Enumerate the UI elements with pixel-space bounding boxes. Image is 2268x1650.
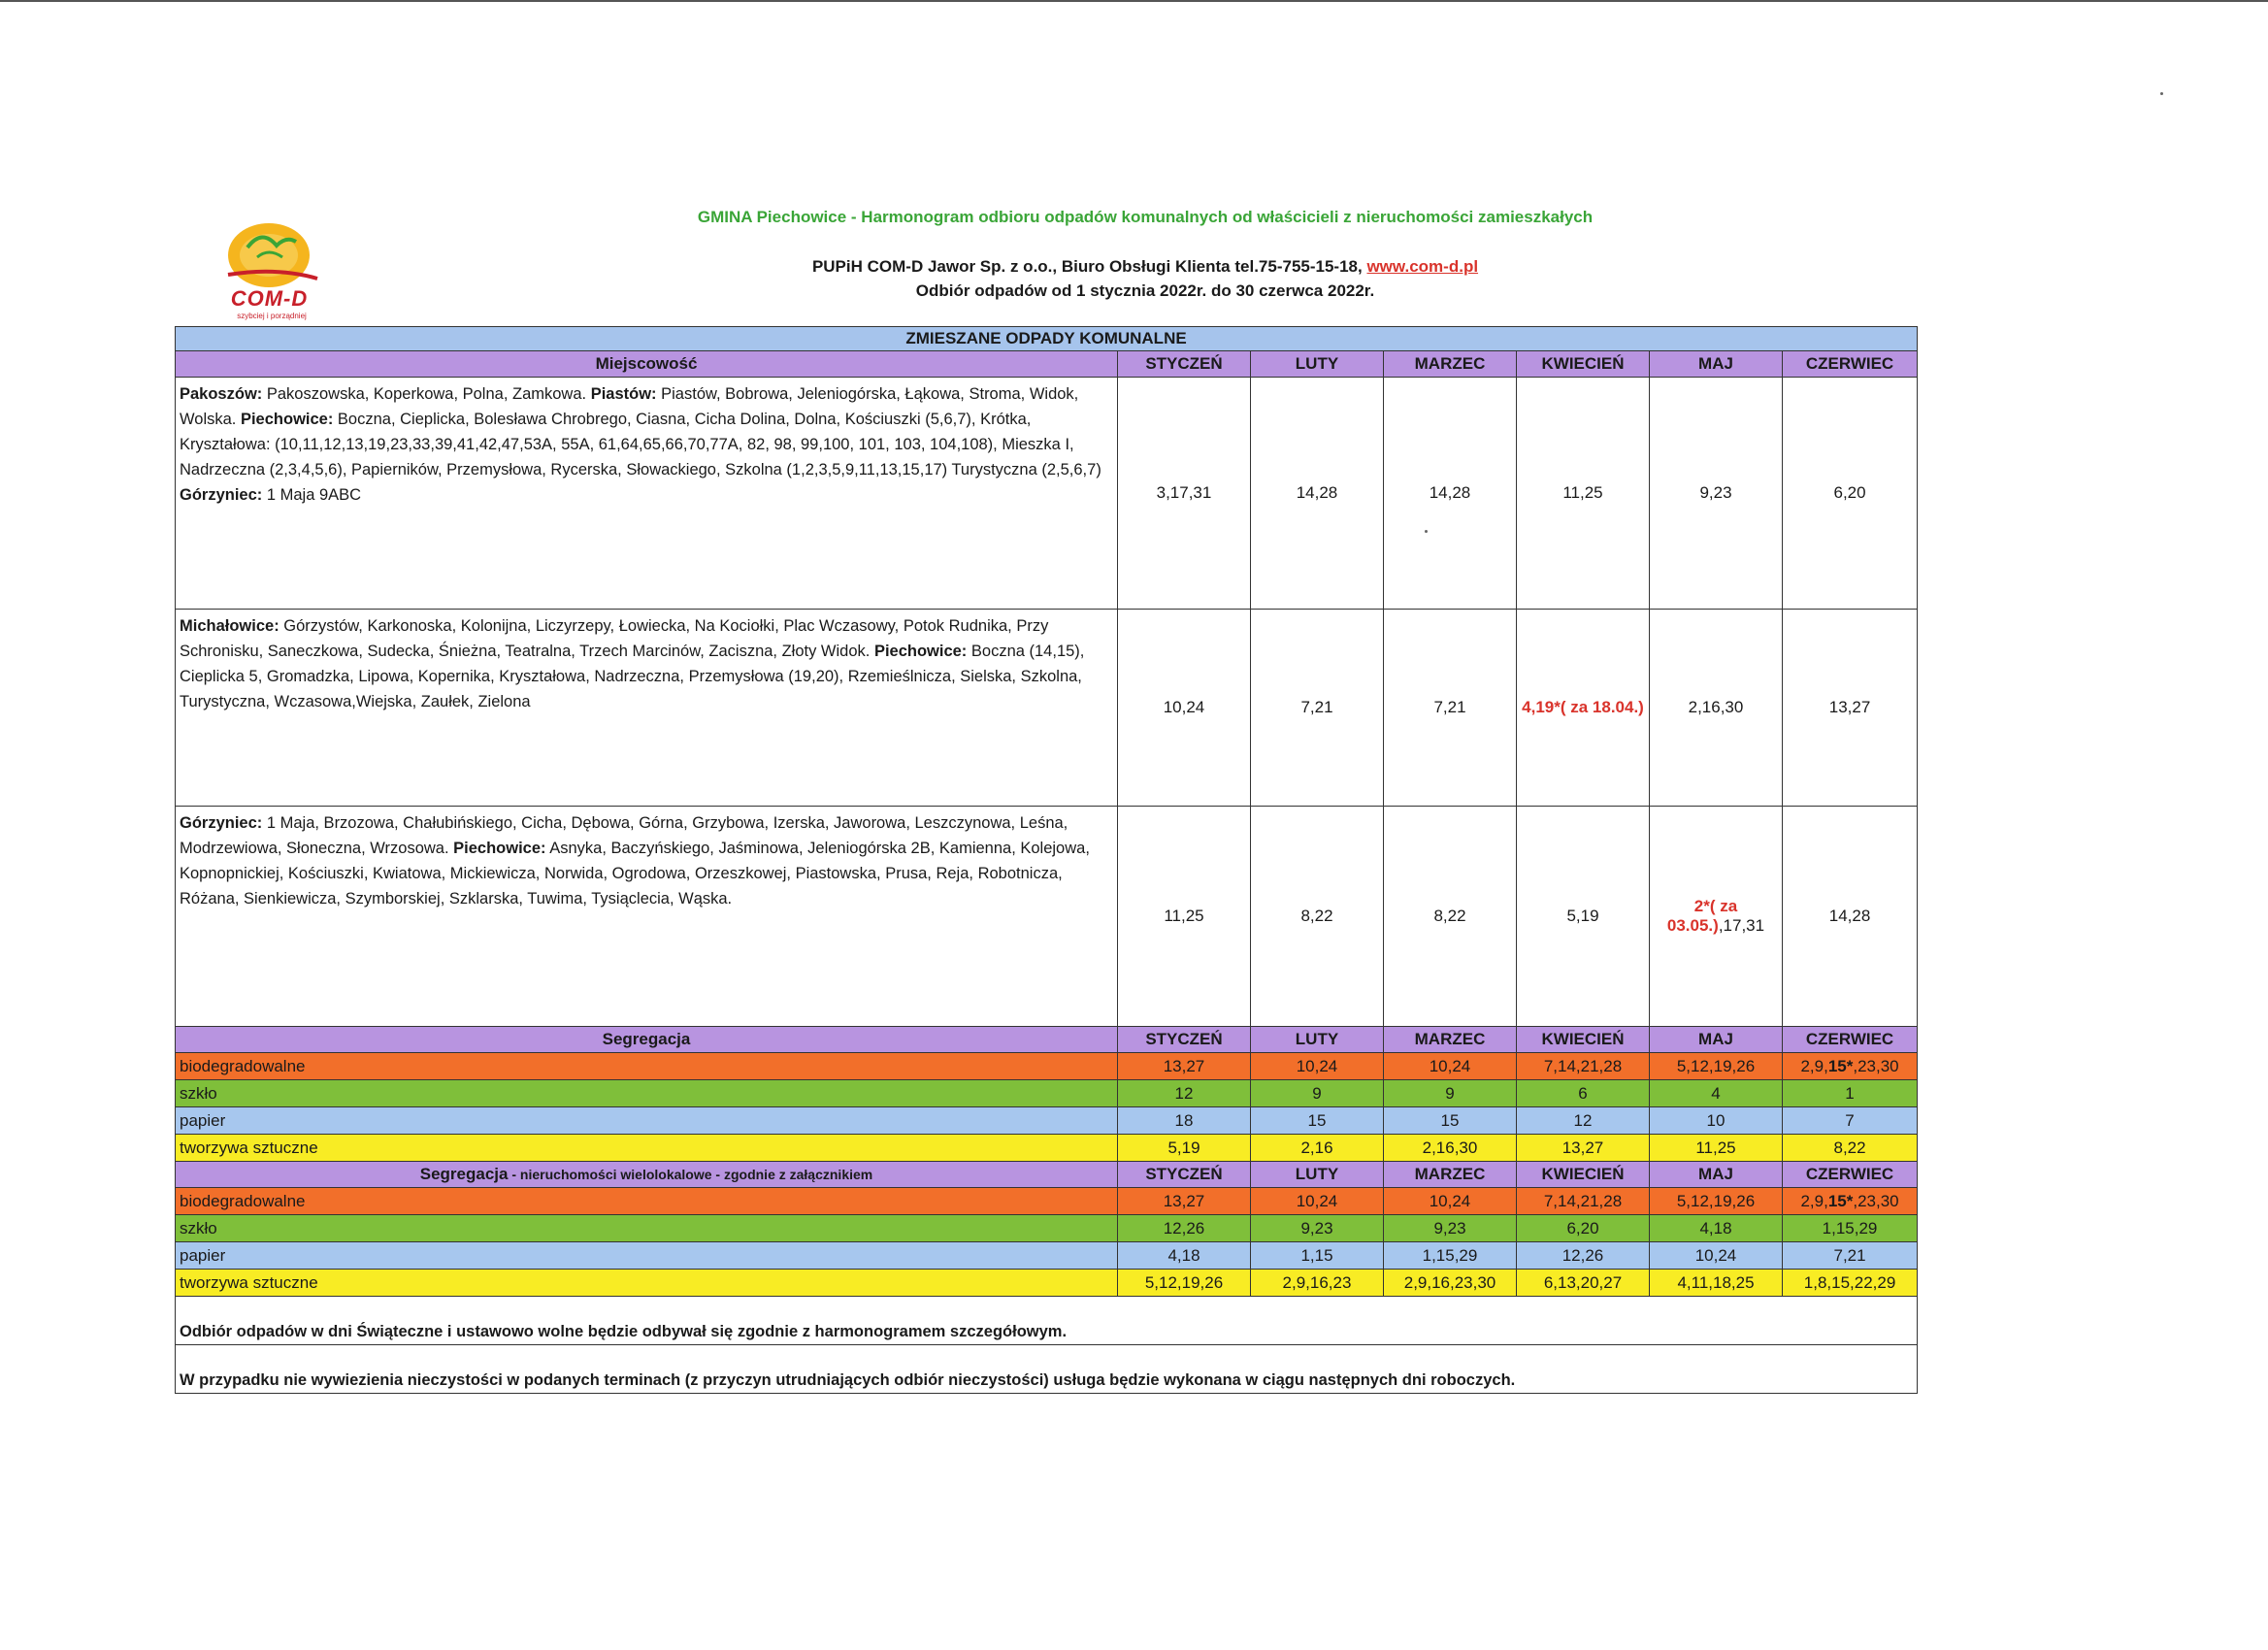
month-header: LUTY [1251, 351, 1384, 378]
note-text: Odbiór odpadów w dni Świąteczne i ustawowo wolne będzie odbywał się zgodnie z harmonogramem szczegółowym. [176, 1297, 1918, 1345]
fraction-dates [1251, 1107, 1384, 1135]
month-header: CZERWIEC [1783, 351, 1918, 378]
locality-streets [176, 807, 1118, 1027]
fraction-dates [1118, 1270, 1251, 1297]
date-text: 5,12,19,26 [1144, 1272, 1224, 1292]
segregation-header-row-label [176, 1027, 1118, 1053]
locality-streets [176, 610, 1118, 807]
date-text: 11,25 [1695, 1138, 1736, 1157]
fraction-label: tworzywa sztuczne [176, 1270, 1118, 1297]
date-text: 5,19 [1167, 1138, 1200, 1157]
pickup-dates [1251, 378, 1384, 610]
month-header: MARZEC [1384, 1162, 1517, 1188]
date-text: 7,14,21,28 [1543, 1191, 1623, 1210]
month-header: KWIECIEŃ [1517, 1162, 1650, 1188]
fraction-dates [1517, 1215, 1650, 1242]
locality-name: Michałowice: [180, 617, 279, 635]
date-text: 15 [1440, 1110, 1460, 1130]
fraction-dates [1517, 1107, 1650, 1135]
fraction-row [176, 1270, 1918, 1297]
pickup-dates [1650, 378, 1783, 610]
date-text: 2,16,30 [1422, 1138, 1478, 1157]
date-text: 6,20 [1833, 483, 1866, 502]
date-text: 9 [1445, 1083, 1455, 1103]
date-text: 9,23 [1300, 1218, 1333, 1238]
fraction-dates [1783, 1135, 1918, 1162]
date-text: 12,26 [1561, 1245, 1604, 1265]
month-header: STYCZEŃ [1118, 351, 1251, 378]
fraction-dates [1783, 1270, 1918, 1297]
month-header: STYCZEŃ [1118, 1027, 1251, 1053]
pickup-dates [1118, 610, 1251, 807]
locality-name: Pakoszów: [180, 385, 263, 403]
pickup-dates [1251, 807, 1384, 1027]
table-title: ZMIESZANE ODPADY KOMUNALNE [176, 327, 1918, 351]
rescheduled-date: 15* [1827, 1056, 1854, 1075]
fraction-dates [1118, 1215, 1251, 1242]
fraction-dates [1517, 1080, 1650, 1107]
note-row [176, 1297, 1918, 1345]
date-text: 1,15,29 [1822, 1218, 1878, 1238]
date-text: 11,25 [1164, 907, 1204, 925]
fraction-dates [1517, 1135, 1650, 1162]
date-text: ,23,30 [1853, 1191, 1899, 1210]
fraction-dates [1517, 1242, 1650, 1270]
pickup-dates [1118, 378, 1251, 610]
locality-header-row [176, 351, 1918, 378]
locality-name: Górzyniec: [180, 814, 263, 832]
locality-name: Piechowice: [240, 411, 334, 428]
date-text: 4,18 [1167, 1245, 1200, 1265]
month-header: KWIECIEŃ [1517, 351, 1650, 378]
table-title-row [176, 327, 1918, 351]
fraction-dates [1650, 1135, 1783, 1162]
fraction-label: biodegradowalne [176, 1188, 1118, 1215]
note-text: W przypadku nie wywiezienia nieczystości w podanych terminach (z przyczyn utrudniających odbiór nieczystości) usługa będzie wykonana w ciągu następnych dni roboczych. [176, 1345, 1918, 1394]
date-text: 5,19 [1566, 907, 1599, 925]
fraction-dates [1650, 1053, 1783, 1080]
fraction-dates [1650, 1215, 1783, 1242]
segregation-title: Segregacja [419, 1165, 509, 1183]
date-text: 10,24 [1163, 698, 1205, 716]
month-header: LUTY [1251, 1027, 1384, 1053]
rescheduled-note: 2*( za 03.05.) [1666, 897, 1738, 935]
pickup-dates [1384, 807, 1517, 1027]
fraction-dates [1384, 1135, 1517, 1162]
month-header: LUTY [1251, 1162, 1384, 1188]
date-text: 2,16,30 [1688, 698, 1744, 716]
month-header: CZERWIEC [1783, 1162, 1918, 1188]
month-header: MAJ [1650, 351, 1783, 378]
note-row [176, 1345, 1918, 1394]
date-text: 5,12,19,26 [1676, 1191, 1756, 1210]
fraction-dates [1650, 1188, 1783, 1215]
fraction-label: papier [176, 1242, 1118, 1270]
fraction-dates [1251, 1242, 1384, 1270]
locality-name: Piechowice: [453, 840, 546, 857]
date-text: 2,16 [1300, 1138, 1333, 1157]
fraction-row [176, 1053, 1918, 1080]
date-text: 10,24 [1429, 1191, 1471, 1210]
fraction-label: tworzywa sztuczne [176, 1135, 1118, 1162]
fraction-label: szkło [176, 1215, 1118, 1242]
fraction-dates [1251, 1270, 1384, 1297]
fraction-dates [1783, 1053, 1918, 1080]
locality-header-row-label: Miejscowość [176, 351, 1118, 378]
locality-name: Piastów: [590, 385, 657, 403]
date-text: 8,22 [1300, 907, 1333, 925]
fraction-dates [1118, 1053, 1251, 1080]
fraction-dates [1251, 1080, 1384, 1107]
fraction-dates [1783, 1188, 1918, 1215]
date-text: 2,9, [1800, 1191, 1828, 1210]
date-text: 6,13,20,27 [1543, 1272, 1623, 1292]
scan-top-edge [0, 0, 2268, 2]
fraction-dates [1783, 1215, 1918, 1242]
month-header: MAJ [1650, 1027, 1783, 1053]
date-text: 10,24 [1296, 1056, 1338, 1075]
rescheduled-note: 4, [1522, 698, 1536, 716]
website-link[interactable]: www.com-d.pl [1366, 257, 1479, 276]
date-text: 6,20 [1566, 1218, 1599, 1238]
fraction-dates [1650, 1080, 1783, 1107]
fraction-dates [1118, 1080, 1251, 1107]
fraction-label: papier [176, 1107, 1118, 1135]
rescheduled-date: 15* [1827, 1191, 1854, 1210]
date-text: 1,8,15,22,29 [1803, 1272, 1896, 1292]
company-line [146, 257, 2145, 277]
pickup-dates [1783, 378, 1918, 610]
street-list: 1 Maja 9ABC [262, 486, 362, 504]
fraction-dates [1650, 1107, 1783, 1135]
date-text: 10 [1706, 1110, 1726, 1130]
fraction-dates [1118, 1135, 1251, 1162]
fraction-row [176, 1188, 1918, 1215]
pickup-dates [1650, 610, 1783, 807]
logo-wordmark: COM-D [230, 286, 309, 311]
period-line: Odbiór odpadów od 1 stycznia 2022r. do 30 czerwca 2022r. [915, 281, 1375, 300]
fraction-dates [1517, 1053, 1650, 1080]
date-text: 13,27 [1163, 1191, 1205, 1210]
pickup-dates [1783, 807, 1918, 1027]
date-text: 4 [1711, 1083, 1721, 1103]
scan-speck [2160, 92, 2163, 95]
date-text: 12,26 [1163, 1218, 1205, 1238]
date-text: ,17,31 [1718, 916, 1765, 935]
date-text: ,23,30 [1853, 1056, 1899, 1075]
street-list: Piastów, Bobrowa, Jeleniogórska, Łąkowa, Stroma, Widok, Wolska. [180, 385, 1079, 428]
street-list: 1 Maja, Brzozowa, Chałubińskiego, Cicha, Dębowa, Górna, Grzybowa, Izerska, Jaworowa, Leszczynowa, Leśna, Modrzewiowa, Słoneczna, Wrzosowa. [180, 814, 1068, 857]
mixed-waste-row [176, 610, 1918, 807]
date-text: 13,27 [1828, 698, 1871, 716]
date-text: 7,21 [1433, 698, 1466, 716]
fraction-dates [1384, 1053, 1517, 1080]
date-text: 8,22 [1833, 1138, 1866, 1157]
date-text: 9,23 [1699, 483, 1732, 502]
date-text: 12 [1573, 1110, 1593, 1130]
month-header: MAJ [1650, 1162, 1783, 1188]
fraction-dates [1384, 1270, 1517, 1297]
fraction-row [176, 1242, 1918, 1270]
segregation-multi-header-row [176, 1162, 1918, 1188]
pickup-dates [1517, 610, 1650, 807]
date-text: 7,14,21,28 [1543, 1056, 1623, 1075]
date-text: 1 [1845, 1083, 1855, 1103]
fraction-dates [1650, 1270, 1783, 1297]
date-text: 13,27 [1561, 1138, 1604, 1157]
fraction-dates [1783, 1080, 1918, 1107]
date-text: 2,9,16,23 [1282, 1272, 1352, 1292]
date-text: 7 [1845, 1110, 1855, 1130]
pickup-dates [1783, 610, 1918, 807]
schedule-table [175, 326, 1918, 1394]
date-text: 10,24 [1429, 1056, 1471, 1075]
pickup-dates [1517, 807, 1650, 1027]
month-header: KWIECIEŃ [1517, 1027, 1650, 1053]
locality-name: Piechowice: [873, 643, 968, 660]
date-text: 10,24 [1694, 1245, 1737, 1265]
pickup-dates [1118, 807, 1251, 1027]
fraction-dates [1251, 1188, 1384, 1215]
fraction-dates [1251, 1053, 1384, 1080]
date-text: 11,25 [1562, 483, 1603, 502]
mixed-waste-row [176, 807, 1918, 1027]
fraction-dates [1783, 1107, 1918, 1135]
street-list: Górzystów, Karkonoska, Kolonijna, Liczyrzepy, Łowiecka, Na Kociołki, Plac Wczasowy, Potok Rudnika, Przy Schronisku, Saneczkowa, Sudecka, Śnieżna, Teatralna, Trzech Marcinów, Zaciszna, Złoty Widok. [180, 617, 1049, 660]
fraction-dates [1251, 1135, 1384, 1162]
pickup-dates [1650, 807, 1783, 1027]
fraction-label: szkło [176, 1080, 1118, 1107]
date-text: 2,9, [1800, 1056, 1828, 1075]
date-text: 8,22 [1433, 907, 1466, 925]
fraction-dates [1118, 1107, 1251, 1135]
fraction-dates [1517, 1270, 1650, 1297]
date-text: 14,28 [1296, 483, 1338, 502]
fraction-dates [1517, 1188, 1650, 1215]
fraction-row [176, 1135, 1918, 1162]
month-header: MARZEC [1384, 351, 1517, 378]
fraction-dates [1384, 1080, 1517, 1107]
fraction-dates [1650, 1242, 1783, 1270]
date-text: 1,15,29 [1422, 1245, 1478, 1265]
mixed-waste-row [176, 378, 1918, 610]
fraction-dates [1384, 1188, 1517, 1215]
rescheduled-date: 19* [1535, 698, 1561, 716]
date-text: 9,23 [1433, 1218, 1466, 1238]
pickup-dates [1384, 610, 1517, 807]
locality-name: Górzyniec: [180, 486, 263, 504]
street-list: Boczna, Cieplicka, Bolesława Chrobrego, Ciasna, Cicha Dolina, Dolna, Kościuszki (5,6,7), Krótka, Kryształowa: (10,11,12,13,19,23,33,39,41,42,47,53A, 55A, 61,64,65,66,70,77A, 82, 98, 99,100, 101, 103, 104,108), Mieszka I, Nadrzeczna (2,3,4,5,6), Papierników, Przemysłowa, Rycerska, Słowackiego, Szkolna (1,2,3,5,9,11,13,15,17) Turystyczna (2,5,6,7) [180, 411, 1101, 478]
date-text: 7,21 [1833, 1245, 1866, 1265]
date-text: 2,9,16,23,30 [1403, 1272, 1496, 1292]
street-list: Pakoszowska, Koperkowa, Polna, Zamkowa. [262, 385, 591, 403]
month-header: STYCZEŃ [1118, 1162, 1251, 1188]
date-text: 14,28 [1429, 483, 1471, 502]
date-text: 12 [1174, 1083, 1194, 1103]
fraction-dates [1783, 1242, 1918, 1270]
fraction-dates [1118, 1242, 1251, 1270]
street-list: Asnyka, Baczyńskiego, Jaśminowa, Jeleniogórska 2B, Kamienna, Kolejowa, Kopnopnickiej, Kościuszki, Kwiatowa, Mickiewicza, Norwida, Ogrodowa, Orzeszkowej, Piastowska, Prusa, Reja, Robotnicza, Różana, Sienkiewicza, Szymborskiej, Szklarska, Tuwima, Tysiąclecia, Wąska. [180, 840, 1090, 908]
segregation-subtitle: - nieruchomości wielolokalowe - zgodnie z załącznikiem [508, 1167, 873, 1182]
date-text: 4,11,18,25 [1677, 1272, 1755, 1292]
fraction-row [176, 1080, 1918, 1107]
fraction-dates [1251, 1215, 1384, 1242]
date-text: 4,18 [1699, 1218, 1732, 1238]
date-text: 13,27 [1163, 1056, 1205, 1075]
date-text: 14,28 [1828, 907, 1871, 925]
date-text: 7,21 [1300, 698, 1333, 716]
date-text: 6 [1578, 1083, 1588, 1103]
month-header: MARZEC [1384, 1027, 1517, 1053]
segregation-multi-header-row-label [176, 1162, 1118, 1188]
rescheduled-note: ( za 18.04.) [1560, 698, 1644, 716]
company-info: PUPiH COM-D Jawor Sp. z o.o., Biuro Obsługi Klienta tel.75-755-15-18, [811, 257, 1367, 276]
segregation-header-row [176, 1027, 1918, 1053]
date-text: 1,15 [1300, 1245, 1333, 1265]
segregation-title: Segregacja [602, 1030, 691, 1048]
locality-streets [176, 378, 1118, 610]
fraction-dates [1384, 1215, 1517, 1242]
pickup-dates [1517, 378, 1650, 610]
pickup-dates [1384, 378, 1517, 610]
fraction-label: biodegradowalne [176, 1053, 1118, 1080]
date-text: 15 [1307, 1110, 1327, 1130]
date-text: 10,24 [1296, 1191, 1338, 1210]
fraction-row [176, 1107, 1918, 1135]
date-text: 18 [1174, 1110, 1194, 1130]
date-text: 9 [1312, 1083, 1322, 1103]
pickup-dates [1251, 610, 1384, 807]
fraction-row [176, 1215, 1918, 1242]
document-title: GMINA Piechowice - Harmonogram odbioru odpadów komunalnych od właścicieli z nieruchomości zamieszkałych [697, 208, 1594, 226]
month-header: CZERWIEC [1783, 1027, 1918, 1053]
fraction-dates [1384, 1242, 1517, 1270]
date-text: 3,17,31 [1156, 483, 1212, 502]
fraction-dates [1118, 1188, 1251, 1215]
fraction-dates [1384, 1107, 1517, 1135]
logo-tagline: szybciej i porządniej [237, 312, 307, 320]
date-text: 5,12,19,26 [1676, 1056, 1756, 1075]
street-list: Boczna (14,15), Cieplicka 5, Gromadzka, Lipowa, Kopernika, Kryształowa, Nadrzeczna, Przemysłowa (19,20), Rzemieślnicza, Sielska, Szkolna, Turystyczna, Wczasowa,Wiejska, Zaułek, Zielona [180, 643, 1085, 710]
